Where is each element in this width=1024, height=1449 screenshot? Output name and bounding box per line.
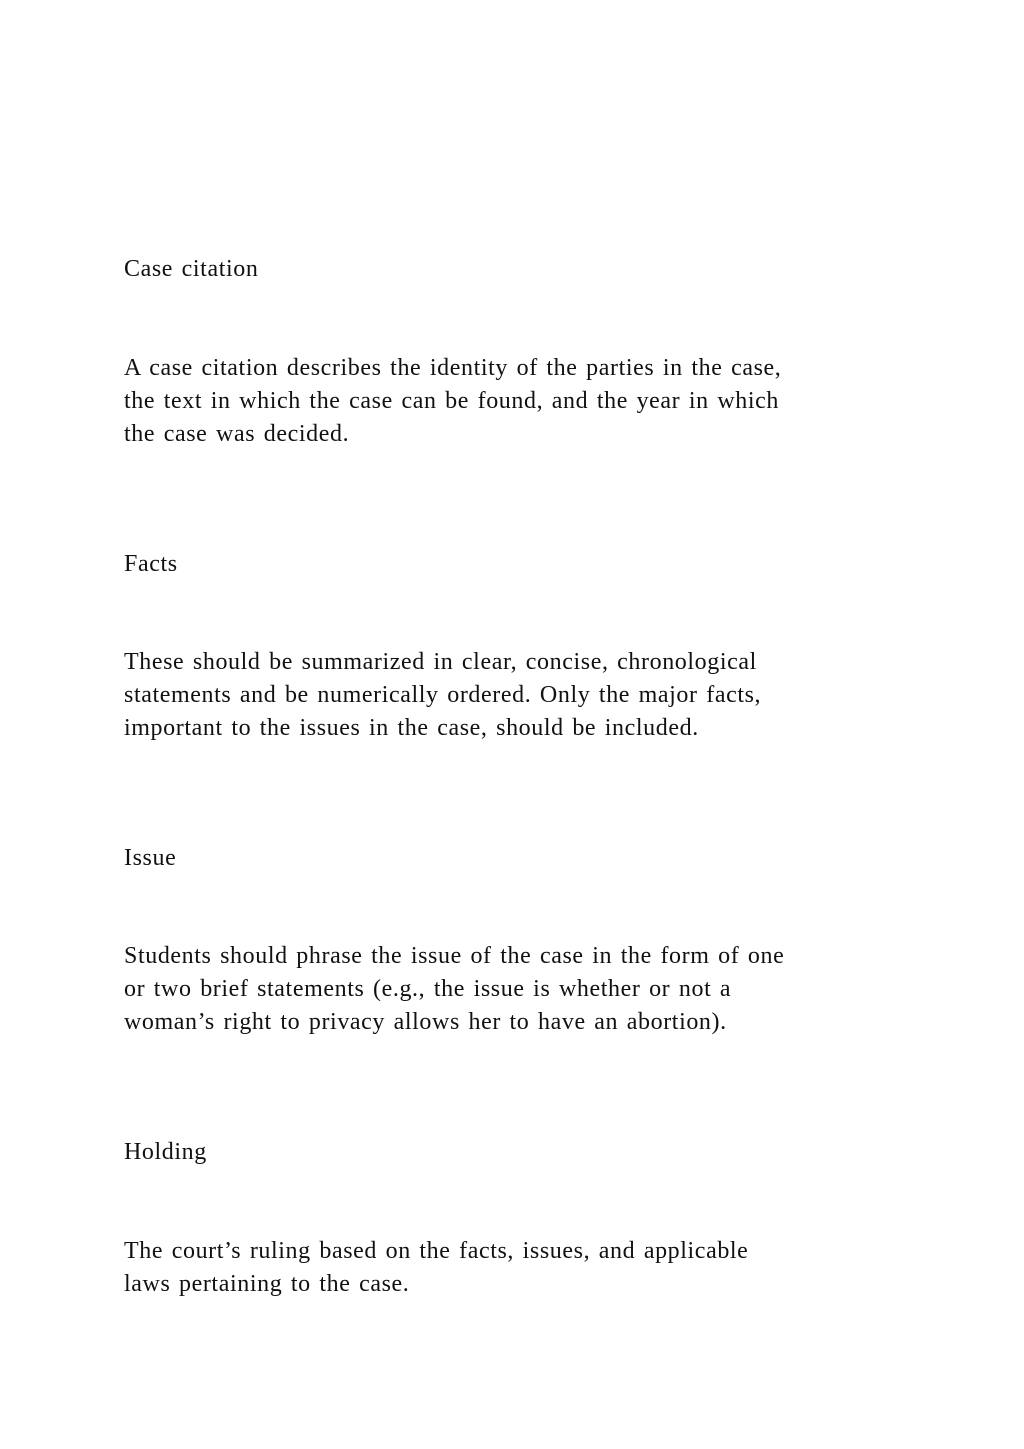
paragraph-line: the case was decided. bbox=[124, 421, 350, 447]
section-heading-case-citation: Case citation bbox=[124, 256, 259, 282]
paragraph-line: Students should phrase the issue of the case in the form of one bbox=[124, 943, 785, 969]
paragraph-line: or two brief statements (e.g., the issue is whether or not a bbox=[124, 976, 732, 1002]
paragraph-line: woman’s right to privacy allows her to have an abortion). bbox=[124, 1009, 727, 1035]
paragraph-line: important to the issues in the case, should be included. bbox=[124, 715, 699, 741]
section-heading-holding: Holding bbox=[124, 1139, 207, 1165]
paragraph-line: These should be summarized in clear, concise, chronological bbox=[124, 649, 757, 675]
paragraph-line: laws pertaining to the case. bbox=[124, 1271, 410, 1297]
paragraph-line: statements and be numerically ordered. Only the major facts, bbox=[124, 682, 762, 708]
paragraph-line: The court’s ruling based on the facts, issues, and applicable bbox=[124, 1238, 749, 1264]
paragraph-line: A case citation describes the identity of the parties in the case, bbox=[124, 355, 782, 381]
paragraph-line: the text in which the case can be found, and the year in which bbox=[124, 388, 779, 414]
section-heading-issue: Issue bbox=[124, 845, 177, 871]
section-heading-facts: Facts bbox=[124, 551, 178, 577]
